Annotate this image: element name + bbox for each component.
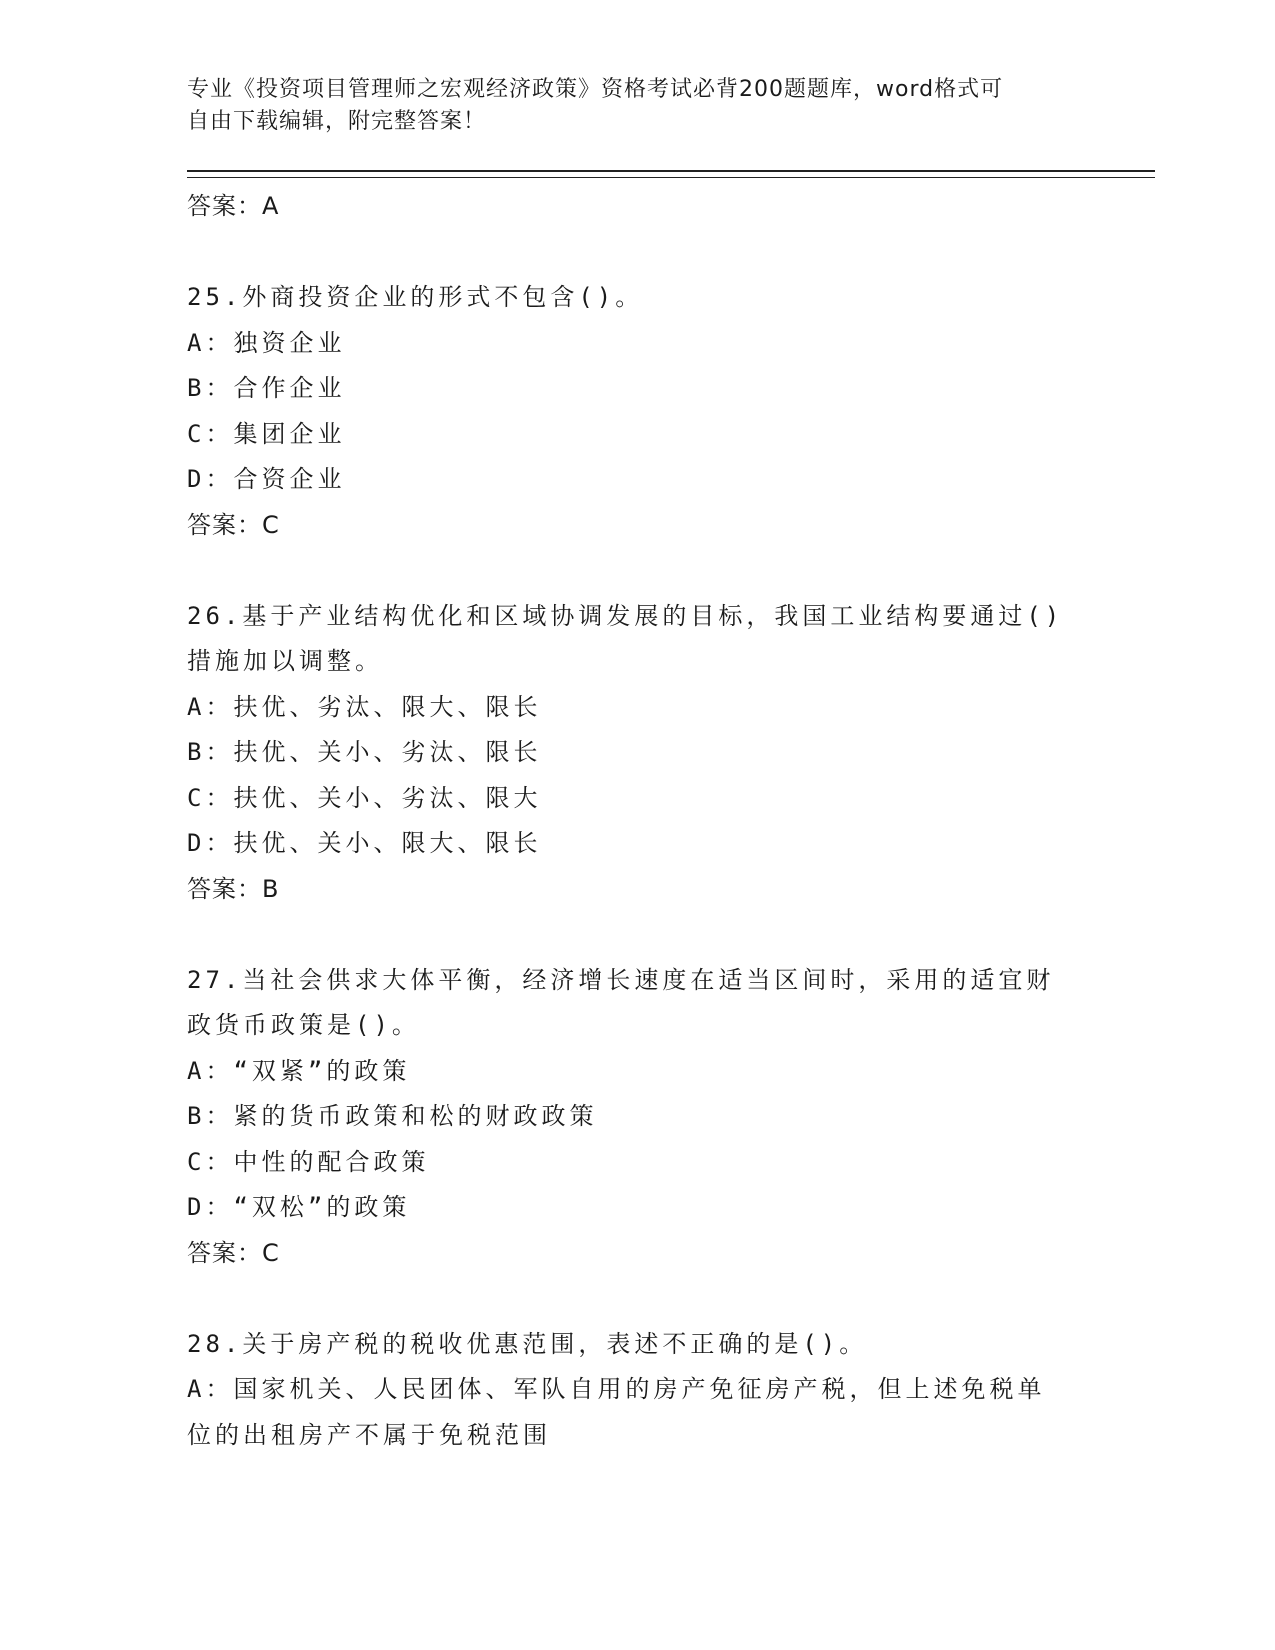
spacer — [187, 912, 1147, 958]
option-item: D：扶优、关小、限大、限长 — [187, 829, 542, 857]
header-rule — [187, 170, 1155, 178]
option-item: 位的出租房产不属于免税范围 — [187, 1420, 551, 1449]
option-item: A：扶优、劣汰、限大、限长 — [187, 692, 542, 721]
spacer — [187, 548, 1147, 594]
option-item: D：“双松”的政策 — [187, 1193, 411, 1221]
question-text: 措施加以调整。 — [187, 647, 383, 675]
option-item: C：扶优、关小、劣汰、限大 — [187, 783, 542, 812]
document-header — [187, 74, 1067, 138]
question-text: 26.基于产业结构优化和区域协调发展的目标，我国工业结构要通过() — [187, 601, 1064, 630]
option-item: A：国家机关、人民团体、军队自用的房产免征房产税，但上述免税单 — [187, 1375, 1046, 1403]
option-item: B：扶优、关小、劣汰、限长 — [187, 738, 542, 766]
option-item: B：合作企业 — [187, 374, 346, 402]
spacer — [187, 1276, 1147, 1322]
header-line-2: 自由下载编辑，附完整答案！ — [187, 109, 487, 134]
option-item: A：独资企业 — [187, 328, 346, 357]
option-item: C：中性的配合政策 — [187, 1147, 430, 1176]
option-item: B：紧的货币政策和松的财政政策 — [187, 1102, 598, 1130]
option-item: D：合资企业 — [187, 465, 346, 493]
option-item: A：“双紧”的政策 — [187, 1056, 411, 1085]
document-page — [187, 74, 1147, 1458]
option-item: C：集团企业 — [187, 419, 346, 448]
question-text: 25.外商投资企业的形式不包含()。 — [187, 283, 644, 311]
answer-line: 答案：A — [187, 192, 280, 220]
header-line-1: 专业《投资项目管理师之宏观经济政策》资格考试必背200题题库，word格式可 — [187, 77, 1004, 102]
question-text: 27.当社会供求大体平衡，经济增长速度在适当区间时，采用的适宜财 — [187, 965, 1055, 994]
answer-line: 答案：B — [187, 874, 280, 903]
answer-line: 答案：C — [187, 510, 280, 539]
question-text: 28.关于房产税的税收优惠范围，表述不正确的是()。 — [187, 1329, 868, 1358]
spacer — [187, 230, 1147, 276]
answer-line: 答案：C — [187, 1238, 280, 1267]
question-text: 政货币政策是()。 — [187, 1011, 420, 1039]
question-list — [187, 184, 1147, 1458]
